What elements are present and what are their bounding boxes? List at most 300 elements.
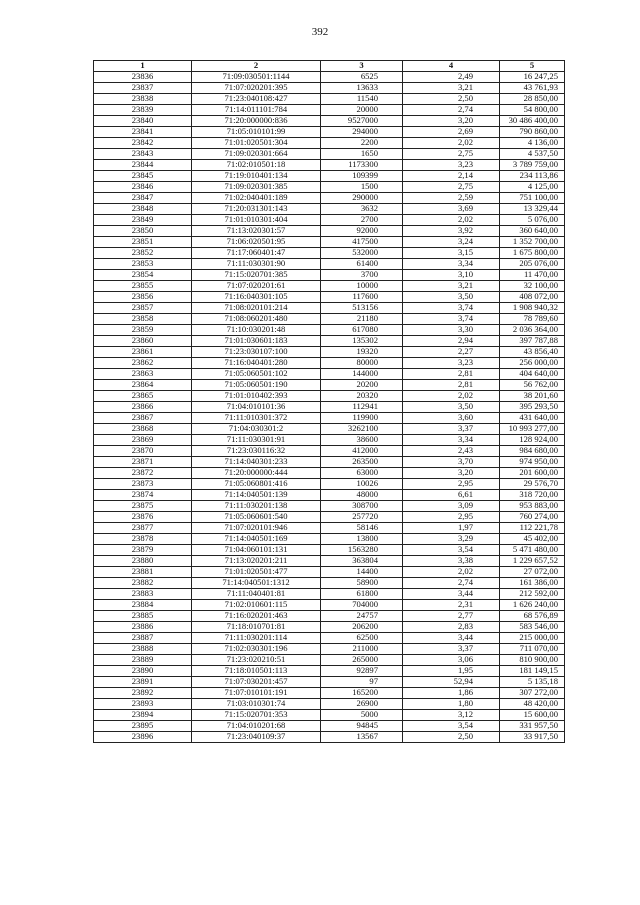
cadastral-number-cell: 71:01:020501:304 xyxy=(192,138,321,149)
row-number-cell: 23854 xyxy=(94,270,192,281)
row-number-cell: 23844 xyxy=(94,160,192,171)
rate-cell: 1,97 xyxy=(403,523,500,534)
rate-cell: 6,61 xyxy=(403,490,500,501)
cadastral-value-cell: 404 640,00 xyxy=(500,369,565,380)
rate-cell: 3,10 xyxy=(403,270,500,281)
rate-cell: 2,81 xyxy=(403,369,500,380)
row-number-cell: 23880 xyxy=(94,556,192,567)
cadastral-number-cell: 71:01:030601:183 xyxy=(192,336,321,347)
row-number-cell: 23859 xyxy=(94,325,192,336)
rate-cell: 3,70 xyxy=(403,457,500,468)
cadastral-number-cell: 71:06:020501:95 xyxy=(192,237,321,248)
cadastral-number-cell: 71:23:040108:427 xyxy=(192,94,321,105)
table-row xyxy=(94,237,565,248)
cadastral-value-cell: 331 957,50 xyxy=(500,721,565,732)
rate-cell: 3,29 xyxy=(403,534,500,545)
cadastral-number-cell: 71:15:020701:353 xyxy=(192,710,321,721)
area-cell: 294000 xyxy=(321,127,403,138)
area-cell: 14400 xyxy=(321,567,403,578)
area-cell: 2700 xyxy=(321,215,403,226)
rate-cell: 3,23 xyxy=(403,358,500,369)
area-cell: 13800 xyxy=(321,534,403,545)
cadastral-number-cell: 71:20:031301:143 xyxy=(192,204,321,215)
table-row xyxy=(94,248,565,259)
column-header-4: 4 xyxy=(403,61,500,72)
rate-cell: 3,54 xyxy=(403,721,500,732)
cadastral-number-cell: 71:23:020210:51 xyxy=(192,655,321,666)
table-row xyxy=(94,281,565,292)
cadastral-value-cell: 32 100,00 xyxy=(500,281,565,292)
cadastral-number-cell: 71:07:020101:946 xyxy=(192,523,321,534)
area-cell: 10026 xyxy=(321,479,403,490)
cadastral-number-cell: 71:09:020301:664 xyxy=(192,149,321,160)
area-cell: 3632 xyxy=(321,204,403,215)
table-row xyxy=(94,534,565,545)
row-number-cell: 23893 xyxy=(94,699,192,710)
cadastral-value-cell: 43 761,93 xyxy=(500,83,565,94)
row-number-cell: 23863 xyxy=(94,369,192,380)
rate-cell: 52,94 xyxy=(403,677,500,688)
table-row xyxy=(94,105,565,116)
cadastral-value-cell: 4 537,50 xyxy=(500,149,565,160)
area-cell: 265000 xyxy=(321,655,403,666)
cadastral-number-cell: 71:11:030201:114 xyxy=(192,633,321,644)
table-row xyxy=(94,292,565,303)
table-row xyxy=(94,501,565,512)
cadastral-value-cell: 56 762,00 xyxy=(500,380,565,391)
cadastral-value-cell: 181 149,15 xyxy=(500,666,565,677)
rate-cell: 3,20 xyxy=(403,468,500,479)
cadastral-value-cell: 234 113,86 xyxy=(500,171,565,182)
area-cell: 19320 xyxy=(321,347,403,358)
area-cell: 1563280 xyxy=(321,545,403,556)
row-number-cell: 23868 xyxy=(94,424,192,435)
row-number-cell: 23850 xyxy=(94,226,192,237)
row-number-cell: 23891 xyxy=(94,677,192,688)
cadastral-number-cell: 71:18:010701:81 xyxy=(192,622,321,633)
cadastral-value-cell: 974 950,00 xyxy=(500,457,565,468)
table-row xyxy=(94,567,565,578)
cadastral-number-cell: 71:14:040501:169 xyxy=(192,534,321,545)
row-number-cell: 23887 xyxy=(94,633,192,644)
row-number-cell: 23889 xyxy=(94,655,192,666)
page-number: 392 xyxy=(311,26,329,38)
table-row xyxy=(94,270,565,281)
table-row xyxy=(94,138,565,149)
cadastral-value-cell: 16 247,25 xyxy=(500,72,565,83)
row-number-cell: 23881 xyxy=(94,567,192,578)
row-number-cell: 23837 xyxy=(94,83,192,94)
cadastral-value-cell: 201 600,00 xyxy=(500,468,565,479)
rate-cell: 3,23 xyxy=(403,160,500,171)
rate-cell: 3,37 xyxy=(403,424,500,435)
cadastral-value-cell: 1 675 800,00 xyxy=(500,248,565,259)
table-row xyxy=(94,391,565,402)
area-cell: 24757 xyxy=(321,611,403,622)
area-cell: 704000 xyxy=(321,600,403,611)
area-cell: 1650 xyxy=(321,149,403,160)
cadastral-number-cell: 71:04:030301:2 xyxy=(192,424,321,435)
rate-cell: 2,77 xyxy=(403,611,500,622)
cadastral-number-cell: 71:13:020301:57 xyxy=(192,226,321,237)
cadastral-value-cell: 408 072,00 xyxy=(500,292,565,303)
table-row xyxy=(94,160,565,171)
table-row xyxy=(94,314,565,325)
table-row xyxy=(94,116,565,127)
rate-cell: 2,75 xyxy=(403,149,500,160)
rate-cell: 3,21 xyxy=(403,83,500,94)
cadastral-value-cell: 45 402,00 xyxy=(500,534,565,545)
rate-cell: 2,02 xyxy=(403,138,500,149)
cadastral-value-cell: 38 201,60 xyxy=(500,391,565,402)
column-header-5: 5 xyxy=(500,61,565,72)
row-number-cell: 23894 xyxy=(94,710,192,721)
area-cell: 61800 xyxy=(321,589,403,600)
cadastral-value-cell: 33 917,50 xyxy=(500,732,565,743)
table-row xyxy=(94,215,565,226)
table-row xyxy=(94,369,565,380)
cadastral-value-cell: 395 293,50 xyxy=(500,402,565,413)
cadastral-number-cell: 71:05:010101:99 xyxy=(192,127,321,138)
cadastral-value-cell: 810 900,00 xyxy=(500,655,565,666)
cadastral-number-cell: 71:11:030301:90 xyxy=(192,259,321,270)
cadastral-number-cell: 71:14:040301:233 xyxy=(192,457,321,468)
header-row xyxy=(94,61,565,72)
area-cell: 263500 xyxy=(321,457,403,468)
area-cell: 6525 xyxy=(321,72,403,83)
cadastral-number-cell: 71:11:030201:138 xyxy=(192,501,321,512)
row-number-cell: 23865 xyxy=(94,391,192,402)
area-cell: 58900 xyxy=(321,578,403,589)
area-cell: 2200 xyxy=(321,138,403,149)
table-row xyxy=(94,556,565,567)
cadastral-value-cell: 68 576,89 xyxy=(500,611,565,622)
rate-cell: 1,95 xyxy=(403,666,500,677)
area-cell: 61400 xyxy=(321,259,403,270)
area-cell: 13567 xyxy=(321,732,403,743)
area-cell: 9527000 xyxy=(321,116,403,127)
area-cell: 206200 xyxy=(321,622,403,633)
row-number-cell: 23846 xyxy=(94,182,192,193)
cadastral-number-cell: 71:16:020201:463 xyxy=(192,611,321,622)
cadastral-value-cell: 2 036 364,00 xyxy=(500,325,565,336)
rate-cell: 3,30 xyxy=(403,325,500,336)
row-number-cell: 23867 xyxy=(94,413,192,424)
cadastral-number-cell: 71:04:010101:36 xyxy=(192,402,321,413)
cadastral-number-cell: 71:20:000000:836 xyxy=(192,116,321,127)
rate-cell: 2,95 xyxy=(403,479,500,490)
cadastral-value-cell: 1 352 700,00 xyxy=(500,237,565,248)
table-row xyxy=(94,380,565,391)
table-row xyxy=(94,611,565,622)
table-row xyxy=(94,578,565,589)
cadastral-number-cell: 71:09:020301:385 xyxy=(192,182,321,193)
area-cell: 117600 xyxy=(321,292,403,303)
cadastral-number-cell: 71:05:060501:190 xyxy=(192,380,321,391)
row-number-cell: 23862 xyxy=(94,358,192,369)
rate-cell: 2,14 xyxy=(403,171,500,182)
table-row xyxy=(94,468,565,479)
cadastral-number-cell: 71:08:060201:480 xyxy=(192,314,321,325)
cadastral-value-cell: 4 125,00 xyxy=(500,182,565,193)
rate-cell: 3,50 xyxy=(403,292,500,303)
row-number-cell: 23888 xyxy=(94,644,192,655)
cadastral-value-cell: 128 924,00 xyxy=(500,435,565,446)
cadastral-value-cell: 711 070,00 xyxy=(500,644,565,655)
row-number-cell: 23852 xyxy=(94,248,192,259)
cadastral-value-cell: 29 576,70 xyxy=(500,479,565,490)
rate-cell: 2,31 xyxy=(403,600,500,611)
cadastral-value-cell: 54 800,00 xyxy=(500,105,565,116)
cadastral-number-cell: 71:03:010301:74 xyxy=(192,699,321,710)
rate-cell: 2,74 xyxy=(403,105,500,116)
row-number-cell: 23841 xyxy=(94,127,192,138)
area-cell: 513156 xyxy=(321,303,403,314)
table-row xyxy=(94,545,565,556)
rate-cell: 3,74 xyxy=(403,303,500,314)
row-number-cell: 23853 xyxy=(94,259,192,270)
table-row xyxy=(94,303,565,314)
row-number-cell: 23866 xyxy=(94,402,192,413)
area-cell: 10000 xyxy=(321,281,403,292)
table-row xyxy=(94,633,565,644)
area-cell: 26900 xyxy=(321,699,403,710)
table-row xyxy=(94,644,565,655)
cadastral-value-cell: 760 274,00 xyxy=(500,512,565,523)
column-header-1: 1 xyxy=(94,61,192,72)
table-row xyxy=(94,94,565,105)
area-cell: 5000 xyxy=(321,710,403,721)
area-cell: 308700 xyxy=(321,501,403,512)
area-cell: 48000 xyxy=(321,490,403,501)
row-number-cell: 23874 xyxy=(94,490,192,501)
cadastral-value-cell: 27 072,00 xyxy=(500,567,565,578)
cadastral-value-cell: 5 471 480,00 xyxy=(500,545,565,556)
area-cell: 1173300 xyxy=(321,160,403,171)
table-row xyxy=(94,402,565,413)
table-row xyxy=(94,182,565,193)
row-number-cell: 23892 xyxy=(94,688,192,699)
row-number-cell: 23875 xyxy=(94,501,192,512)
cadastral-number-cell: 71:23:030116:32 xyxy=(192,446,321,457)
cadastral-value-cell: 360 640,00 xyxy=(500,226,565,237)
cadastral-value-cell: 78 789,60 xyxy=(500,314,565,325)
row-number-cell: 23870 xyxy=(94,446,192,457)
rate-cell: 3,15 xyxy=(403,248,500,259)
table-row xyxy=(94,666,565,677)
rate-cell: 3,20 xyxy=(403,116,500,127)
rate-cell: 2,74 xyxy=(403,578,500,589)
area-cell: 165200 xyxy=(321,688,403,699)
table-row xyxy=(94,193,565,204)
cadastral-number-cell: 71:07:010101:191 xyxy=(192,688,321,699)
cadastral-value-cell: 112 221,78 xyxy=(500,523,565,534)
area-cell: 119900 xyxy=(321,413,403,424)
cadastral-value-cell: 5 135,18 xyxy=(500,677,565,688)
row-number-cell: 23843 xyxy=(94,149,192,160)
table-row xyxy=(94,446,565,457)
rate-cell: 2,50 xyxy=(403,732,500,743)
cadastral-number-cell: 71:07:020201:395 xyxy=(192,83,321,94)
cadastral-value-cell: 397 787,88 xyxy=(500,336,565,347)
area-cell: 92897 xyxy=(321,666,403,677)
table-row xyxy=(94,677,565,688)
row-number-cell: 23895 xyxy=(94,721,192,732)
table-row xyxy=(94,688,565,699)
row-number-cell: 23864 xyxy=(94,380,192,391)
cadastral-number-cell: 71:18:010501:113 xyxy=(192,666,321,677)
cadastral-number-cell: 71:02:030301:196 xyxy=(192,644,321,655)
cadastral-value-cell: 13 329,44 xyxy=(500,204,565,215)
cadastral-number-cell: 71:05:060601:540 xyxy=(192,512,321,523)
rate-cell: 2,94 xyxy=(403,336,500,347)
cadastral-value-cell: 4 136,00 xyxy=(500,138,565,149)
row-number-cell: 23879 xyxy=(94,545,192,556)
cadastral-value-cell: 11 470,00 xyxy=(500,270,565,281)
table-row xyxy=(94,435,565,446)
rate-cell: 3,38 xyxy=(403,556,500,567)
row-number-cell: 23883 xyxy=(94,589,192,600)
cadastral-value-cell: 256 000,00 xyxy=(500,358,565,369)
rate-cell: 1,80 xyxy=(403,699,500,710)
cadastral-number-cell: 71:04:010201:68 xyxy=(192,721,321,732)
cadastral-number-cell: 71:08:020101:214 xyxy=(192,303,321,314)
rate-cell: 3,92 xyxy=(403,226,500,237)
rate-cell: 3,60 xyxy=(403,413,500,424)
cadastral-number-cell: 71:14:011101:784 xyxy=(192,105,321,116)
cadastral-number-cell: 71:23:040109:37 xyxy=(192,732,321,743)
rate-cell: 2,95 xyxy=(403,512,500,523)
rate-cell: 3,12 xyxy=(403,710,500,721)
rate-cell: 3,54 xyxy=(403,545,500,556)
row-number-cell: 23873 xyxy=(94,479,192,490)
row-number-cell: 23857 xyxy=(94,303,192,314)
area-cell: 3700 xyxy=(321,270,403,281)
cadastral-value-cell: 953 883,00 xyxy=(500,501,565,512)
rate-cell: 2,02 xyxy=(403,215,500,226)
table-row xyxy=(94,479,565,490)
row-number-cell: 23856 xyxy=(94,292,192,303)
table-row xyxy=(94,732,565,743)
table-row xyxy=(94,336,565,347)
table-row xyxy=(94,226,565,237)
rate-cell: 3,50 xyxy=(403,402,500,413)
rate-cell: 2,81 xyxy=(403,380,500,391)
table-row xyxy=(94,589,565,600)
cadastral-number-cell: 71:01:010402:393 xyxy=(192,391,321,402)
cadastral-number-cell: 71:10:030201:48 xyxy=(192,325,321,336)
row-number-cell: 23845 xyxy=(94,171,192,182)
rate-cell: 2,69 xyxy=(403,127,500,138)
area-cell: 58146 xyxy=(321,523,403,534)
table-row xyxy=(94,83,565,94)
area-cell: 11540 xyxy=(321,94,403,105)
table-row xyxy=(94,325,565,336)
cadastral-value-cell: 3 789 759,00 xyxy=(500,160,565,171)
rate-cell: 3,21 xyxy=(403,281,500,292)
rate-cell: 3,24 xyxy=(403,237,500,248)
table-row xyxy=(94,127,565,138)
area-cell: 109399 xyxy=(321,171,403,182)
row-number-cell: 23882 xyxy=(94,578,192,589)
area-cell: 20000 xyxy=(321,105,403,116)
rate-cell: 2,02 xyxy=(403,567,500,578)
cadastral-value-cell: 1 229 657,52 xyxy=(500,556,565,567)
row-number-cell: 23849 xyxy=(94,215,192,226)
row-number-cell: 23886 xyxy=(94,622,192,633)
area-cell: 257720 xyxy=(321,512,403,523)
row-number-cell: 23878 xyxy=(94,534,192,545)
cadastral-value-cell: 48 420,00 xyxy=(500,699,565,710)
cadastral-value-cell: 318 720,00 xyxy=(500,490,565,501)
cadastral-number-cell: 71:07:030201:457 xyxy=(192,677,321,688)
row-number-cell: 23847 xyxy=(94,193,192,204)
cadastral-number-cell: 71:14:040501:139 xyxy=(192,490,321,501)
area-cell: 112941 xyxy=(321,402,403,413)
rate-cell: 2,83 xyxy=(403,622,500,633)
cadastral-value-cell: 984 680,00 xyxy=(500,446,565,457)
row-number-cell: 23858 xyxy=(94,314,192,325)
table-row xyxy=(94,259,565,270)
area-cell: 92000 xyxy=(321,226,403,237)
area-cell: 1500 xyxy=(321,182,403,193)
area-cell: 21180 xyxy=(321,314,403,325)
row-number-cell: 23840 xyxy=(94,116,192,127)
row-number-cell: 23838 xyxy=(94,94,192,105)
cadastral-number-cell: 71:11:010301:372 xyxy=(192,413,321,424)
cadastral-value-cell: 28 850,00 xyxy=(500,94,565,105)
cadastral-value-cell: 10 993 277,00 xyxy=(500,424,565,435)
cadastral-number-cell: 71:02:040401:189 xyxy=(192,193,321,204)
cadastral-number-cell: 71:04:060101:131 xyxy=(192,545,321,556)
row-number-cell: 23885 xyxy=(94,611,192,622)
cadastral-number-cell: 71:15:020701:385 xyxy=(192,270,321,281)
table-row xyxy=(94,413,565,424)
area-cell: 135302 xyxy=(321,336,403,347)
rate-cell: 2,43 xyxy=(403,446,500,457)
table-row xyxy=(94,600,565,611)
rate-cell: 2,75 xyxy=(403,182,500,193)
cadastral-number-cell: 71:13:020201:211 xyxy=(192,556,321,567)
table-row xyxy=(94,512,565,523)
row-number-cell: 23860 xyxy=(94,336,192,347)
row-number-cell: 23884 xyxy=(94,600,192,611)
cadastral-number-cell: 71:23:030107:100 xyxy=(192,347,321,358)
rate-cell: 1,86 xyxy=(403,688,500,699)
row-number-cell: 23896 xyxy=(94,732,192,743)
area-cell: 290000 xyxy=(321,193,403,204)
cadastral-value-cell: 161 386,00 xyxy=(500,578,565,589)
table-row xyxy=(94,655,565,666)
table-row xyxy=(94,171,565,182)
table-row xyxy=(94,424,565,435)
table-row xyxy=(94,72,565,83)
cadastral-value-cell: 5 076,00 xyxy=(500,215,565,226)
area-cell: 97 xyxy=(321,677,403,688)
table-row xyxy=(94,490,565,501)
area-cell: 63000 xyxy=(321,468,403,479)
table-row xyxy=(94,347,565,358)
row-number-cell: 23871 xyxy=(94,457,192,468)
rate-cell: 2,50 xyxy=(403,94,500,105)
rate-cell: 3,34 xyxy=(403,259,500,270)
cadastral-value-cell: 1 626 240,00 xyxy=(500,600,565,611)
cadastral-number-cell: 71:14:040501:1312 xyxy=(192,578,321,589)
row-number-cell: 23836 xyxy=(94,72,192,83)
cadastral-value-cell: 205 076,00 xyxy=(500,259,565,270)
row-number-cell: 23877 xyxy=(94,523,192,534)
row-number-cell: 23851 xyxy=(94,237,192,248)
